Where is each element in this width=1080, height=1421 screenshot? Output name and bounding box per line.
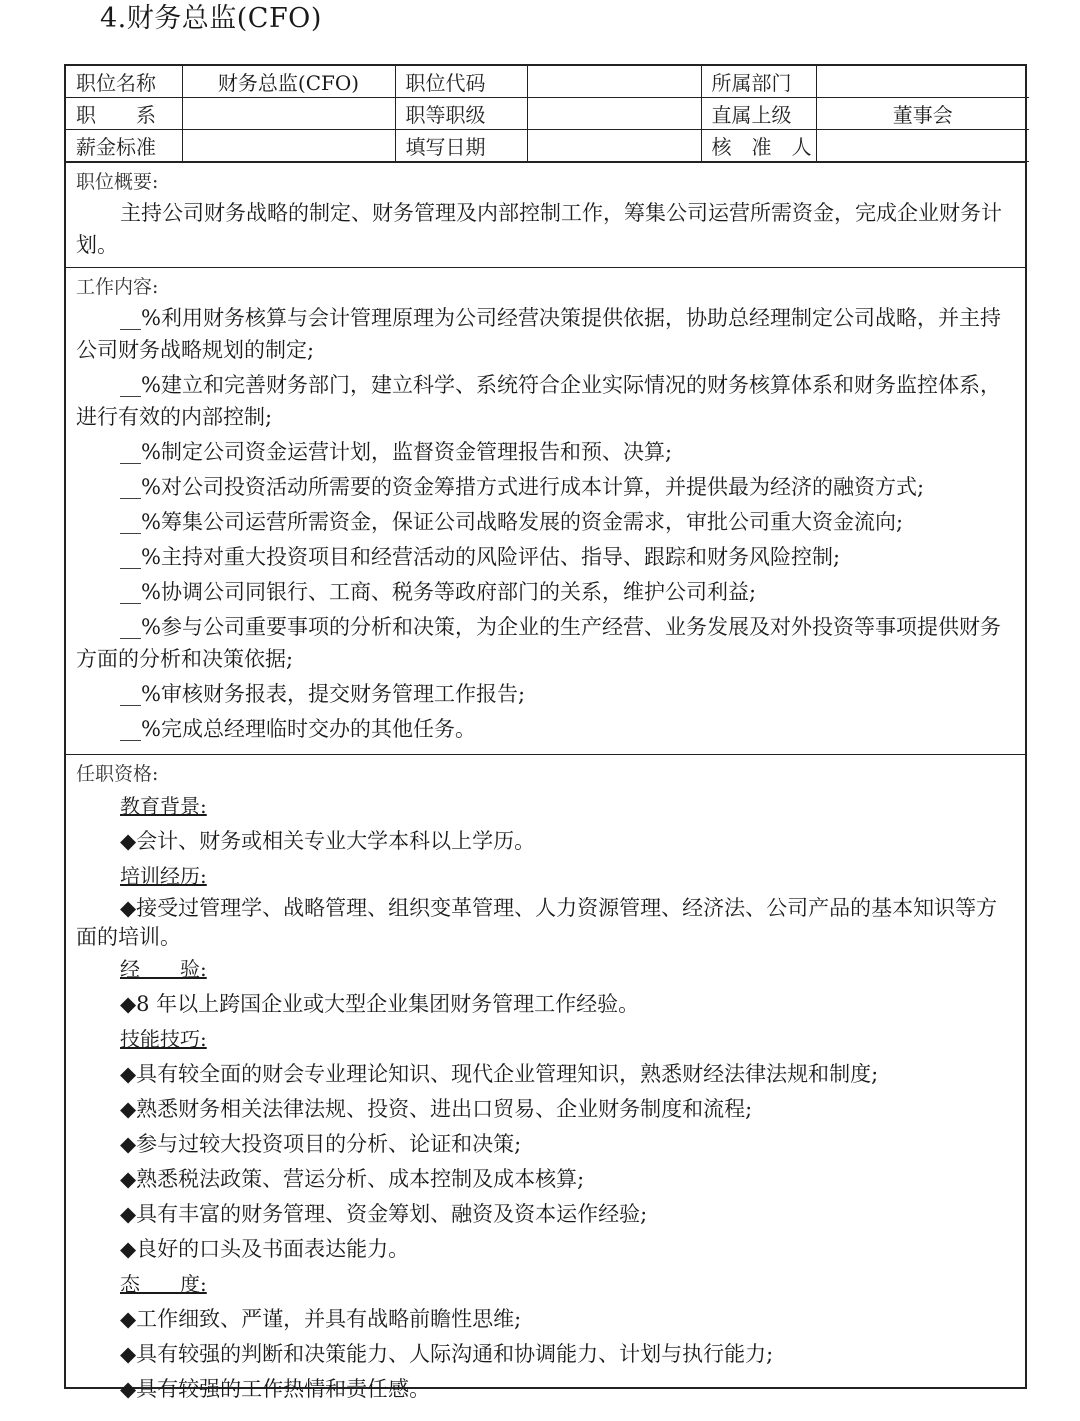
list-item: ◆熟悉税法政策、营运分析、成本控制及成本核算; <box>120 1167 585 1191</box>
page-title: 4.财务总监(CFO) <box>100 3 322 34</box>
list-item: ◆会计、财务或相关专业大学本科以上学历。 <box>120 829 536 853</box>
list-item: __%建立和完善财务部门，建立科学、系统符合企业实际情况的财务核算体系和财务监控体系，进行有效的内部控制; <box>76 373 1001 429</box>
table-row <box>66 66 1029 98</box>
label-position-name: 职位名称 <box>66 66 182 98</box>
list-item: ◆具有较强的工作热情和责任感。 <box>120 1377 431 1401</box>
table-row <box>66 130 1029 162</box>
value-salary <box>182 130 395 162</box>
duties-section <box>66 267 1025 754</box>
overview-section <box>66 162 1025 267</box>
list-item: __%审核财务报表，提交财务管理工作报告; <box>120 682 526 706</box>
job-description-form <box>64 64 1027 1401</box>
overview-heading: 职位概要: <box>76 171 159 193</box>
attitude-heading: 态 度: <box>120 1272 207 1296</box>
value-approver <box>816 130 1029 162</box>
list-item: ◆参与过较大投资项目的分析、论证和决策; <box>120 1132 522 1156</box>
list-item: ◆具有较强的判断和决策能力、人际沟通和协调能力、计划与执行能力; <box>120 1342 774 1366</box>
value-position-name: 财务总监(CFO) <box>182 66 395 98</box>
value-job-family <box>182 98 395 130</box>
value-fill-date <box>527 130 701 162</box>
duties-heading: 工作内容: <box>76 276 159 298</box>
list-item: __%利用财务核算与会计管理原理为公司经营决策提供依据，协助总经理制定公司战略，并主持公司财务战略规划的制定; <box>76 306 1001 362</box>
list-item: ◆接受过管理学、战略管理、组织变革管理、人力资源管理、经济法、公司产品的基本知识等方面的培训。 <box>76 896 998 949</box>
list-item: ◆工作细致、严谨，并具有战略前瞻性思维; <box>120 1307 522 1331</box>
list-item: __%完成总经理临时交办的其他任务。 <box>120 717 476 741</box>
label-job-family: 职 系 <box>66 98 182 130</box>
qualifications-section <box>66 754 1025 1413</box>
list-item: ◆具有丰富的财务管理、资金筹划、融资及资本运作经验; <box>120 1202 648 1226</box>
list-item: __%主持对重大投资项目和经营活动的风险评估、指导、跟踪和财务风险控制; <box>120 545 841 569</box>
label-salary: 薪金标准 <box>66 130 182 162</box>
qualifications-heading: 任职资格: <box>76 763 159 785</box>
education-heading: 教育背景: <box>120 794 207 818</box>
experience-heading: 经 验: <box>120 957 207 981</box>
label-fill-date: 填写日期 <box>395 130 527 162</box>
list-item: __%对公司投资活动所需要的资金筹措方式进行成本计算，并提供最为经济的融资方式; <box>120 475 925 499</box>
label-department: 所属部门 <box>701 66 816 98</box>
label-grade: 职等职级 <box>395 98 527 130</box>
list-item: __%参与公司重要事项的分析和决策，为企业的生产经营、业务发展及对外投资等事项提供财务方面的分析和决策依据; <box>76 615 1001 671</box>
value-department <box>816 66 1029 98</box>
label-supervisor: 直属上级 <box>701 98 816 130</box>
list-item: __%制定公司资金运营计划，监督资金管理报告和预、决算; <box>120 440 673 464</box>
list-item: ◆具有较全面的财会专业理论知识、现代企业管理知识，熟悉财经法律法规和制度; <box>120 1062 879 1086</box>
list-item: __%筹集公司运营所需资金，保证公司战略发展的资金需求，审批公司重大资金流向; <box>120 510 904 534</box>
overview-text: 主持公司财务战略的制定、财务管理及内部控制工作，筹集公司运营所需资金，完成企业财务计划。 <box>76 201 1002 257</box>
value-grade <box>527 98 701 130</box>
label-approver: 核 准 人 <box>701 130 816 162</box>
skills-heading: 技能技巧: <box>120 1027 207 1051</box>
value-supervisor: 董事会 <box>816 98 1029 130</box>
label-position-code: 职位代码 <box>395 66 527 98</box>
training-heading: 培训经历: <box>120 864 207 888</box>
list-item: __%协调公司同银行、工商、税务等政府部门的关系，维护公司利益; <box>120 580 757 604</box>
list-item: ◆8 年以上跨国企业或大型企业集团财务管理工作经验。 <box>120 992 640 1016</box>
position-info-table <box>66 66 1029 162</box>
value-position-code <box>527 66 701 98</box>
list-item: ◆良好的口头及书面表达能力。 <box>120 1237 410 1261</box>
list-item: ◆熟悉财务相关法律法规、投资、进出口贸易、企业财务制度和流程; <box>120 1097 753 1121</box>
table-row <box>66 98 1029 130</box>
